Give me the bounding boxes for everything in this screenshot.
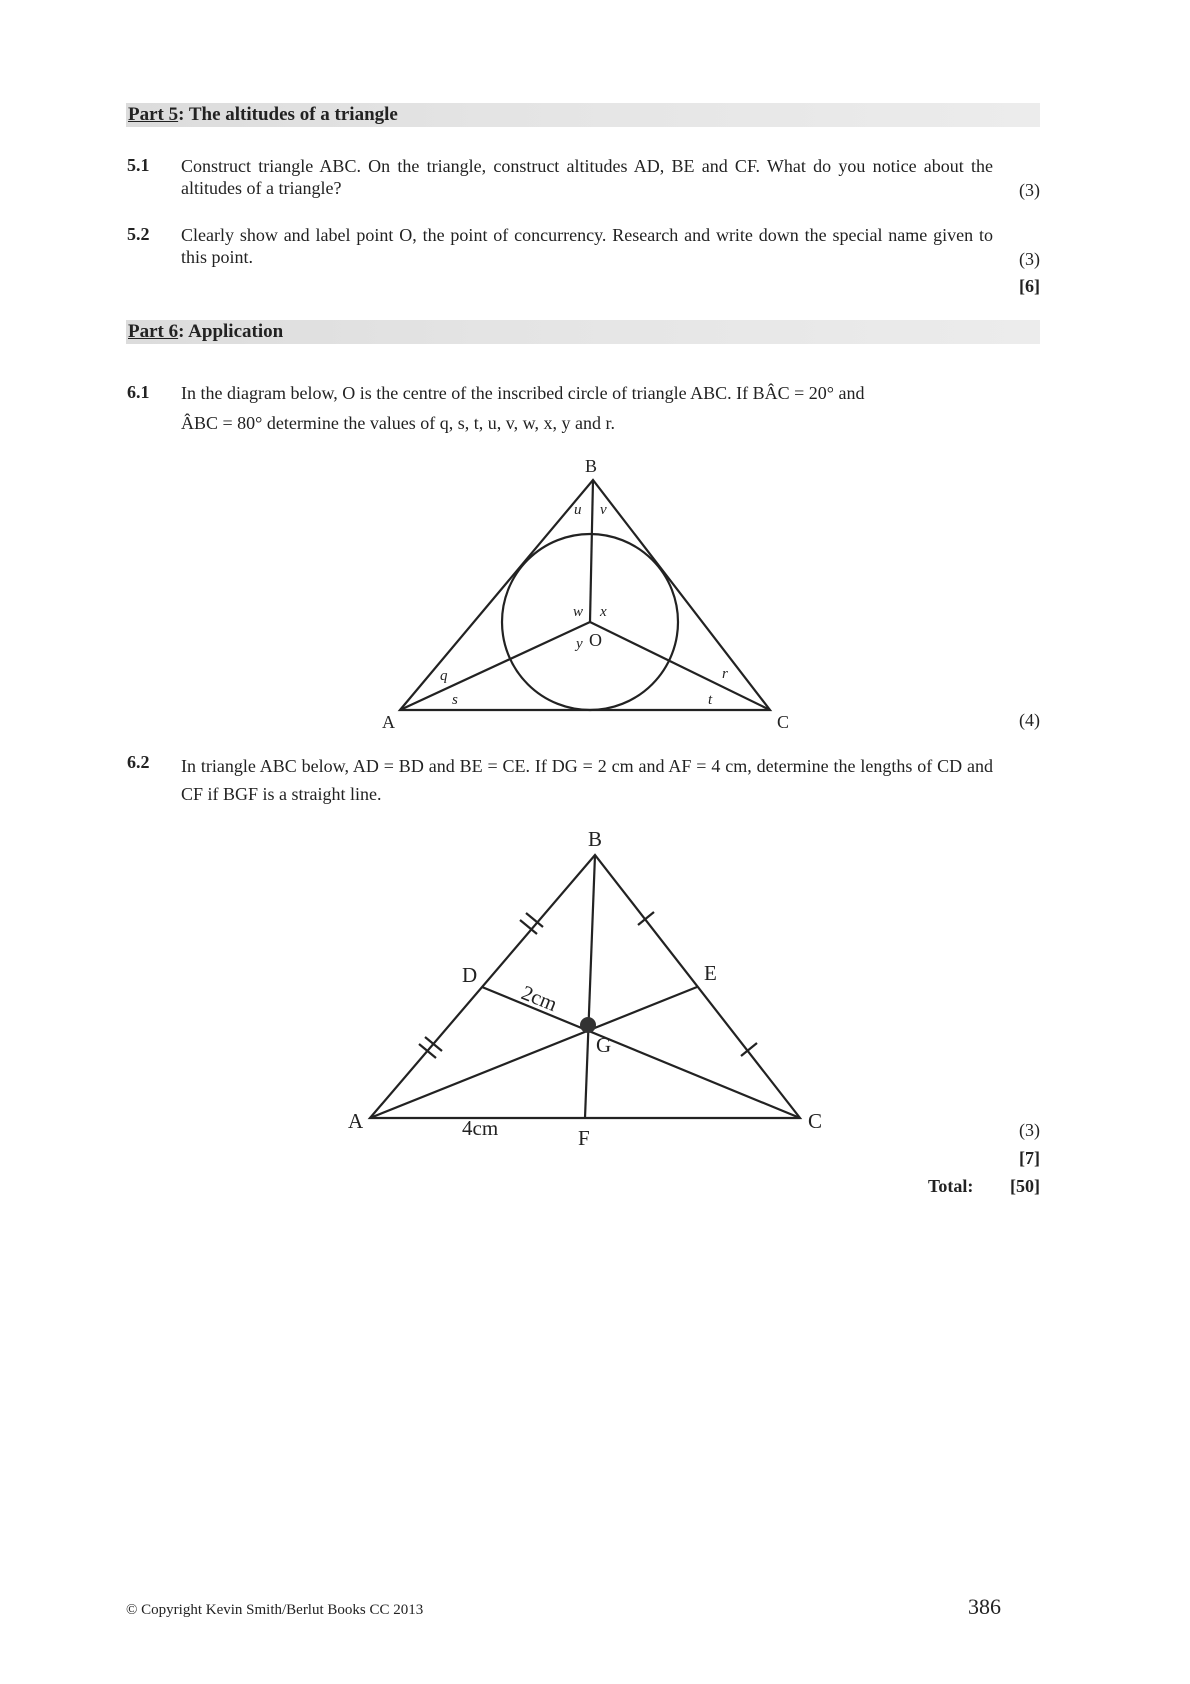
point-d-label: D — [462, 963, 478, 987]
angle-q-label: q — [440, 668, 448, 684]
angle-v-label: v — [600, 502, 607, 518]
angle-x-label: x — [600, 604, 607, 620]
vertex-b-label: B — [585, 456, 598, 476]
length-dg-label: 2cm — [518, 980, 561, 1017]
point-e-label: E — [704, 961, 717, 985]
question-number: 6.1 — [127, 382, 150, 402]
vertex-a-label: A — [348, 1109, 364, 1133]
angle-r-label: r — [722, 666, 728, 682]
angle-t-label: t — [708, 692, 713, 708]
question-marks: (3) — [1019, 249, 1040, 269]
question-text-line1: In the diagram below, O is the centre of the inscribed circle of triangle ABC. If BÂC = 20° and — [181, 383, 865, 403]
vertex-c-label: C — [808, 1109, 823, 1133]
part5-title: Part 5: The altitudes of a triangle — [128, 104, 398, 125]
question-number: 5.2 — [127, 224, 150, 244]
question-text: Clearly show and label point O, the point of concurrency. Research and write down the special name given to this point. — [181, 225, 993, 267]
tick-ad-1 — [419, 1044, 436, 1058]
triangle-abc — [370, 855, 800, 1118]
median-bf — [585, 855, 595, 1118]
part5-header — [126, 103, 1040, 127]
tick-ad-2 — [425, 1037, 442, 1051]
triangle-abc — [400, 480, 770, 710]
vertex-b-label: B — [588, 827, 603, 851]
question-number: 5.1 — [127, 155, 150, 175]
angle-y-label: y — [576, 636, 583, 652]
angle-w-label: w — [573, 604, 584, 620]
angle-u-label: u — [574, 502, 582, 518]
question-number: 6.2 — [127, 752, 150, 772]
question-marks: (3) — [1019, 180, 1040, 200]
vertex-c-label: C — [777, 712, 790, 732]
incircle-diagram — [380, 450, 800, 740]
part6-title: Part 6: Application — [128, 321, 284, 342]
page-number: 386 — [968, 1594, 1001, 1619]
point-f-label: F — [578, 1126, 590, 1150]
part6-subtotal: [7] — [1019, 1148, 1040, 1168]
part6-header — [126, 320, 1040, 344]
bisector-bo — [590, 480, 593, 622]
centroid-g-point — [580, 1017, 596, 1033]
point-g-label: G — [596, 1033, 612, 1057]
question-text: Construct triangle ABC. On the triangle, construct altitudes AD, BE and CF. What do you notice about the altitudes of a triangle? — [181, 156, 993, 198]
question-text-line2: ÂBC = 80° determine the values of q, s, t, u, v, w, x, y and r. — [181, 413, 615, 433]
question-marks: (4) — [1019, 710, 1040, 730]
part5-subtotal: [6] — [1019, 276, 1040, 296]
total-value: [50] — [1010, 1176, 1040, 1196]
bisector-ao — [400, 622, 590, 710]
total-label: Total: — [928, 1176, 974, 1196]
centre-o-label: O — [589, 630, 602, 650]
copyright-footer: © Copyright Kevin Smith/Berlut Books CC 2013 — [126, 1602, 424, 1618]
angle-s-label: s — [452, 692, 458, 708]
question-text: In triangle ABC below, AD = BD and BE = CE. If DG = 2 cm and AF = 4 cm, determine the lengths of CD and CF if BGF is a straight line. — [181, 756, 993, 804]
question-marks: (3) — [1019, 1120, 1040, 1140]
length-af-label: 4cm — [462, 1116, 499, 1140]
bisector-co — [590, 622, 770, 710]
medians-diagram — [340, 820, 860, 1150]
vertex-a-label: A — [382, 712, 395, 732]
